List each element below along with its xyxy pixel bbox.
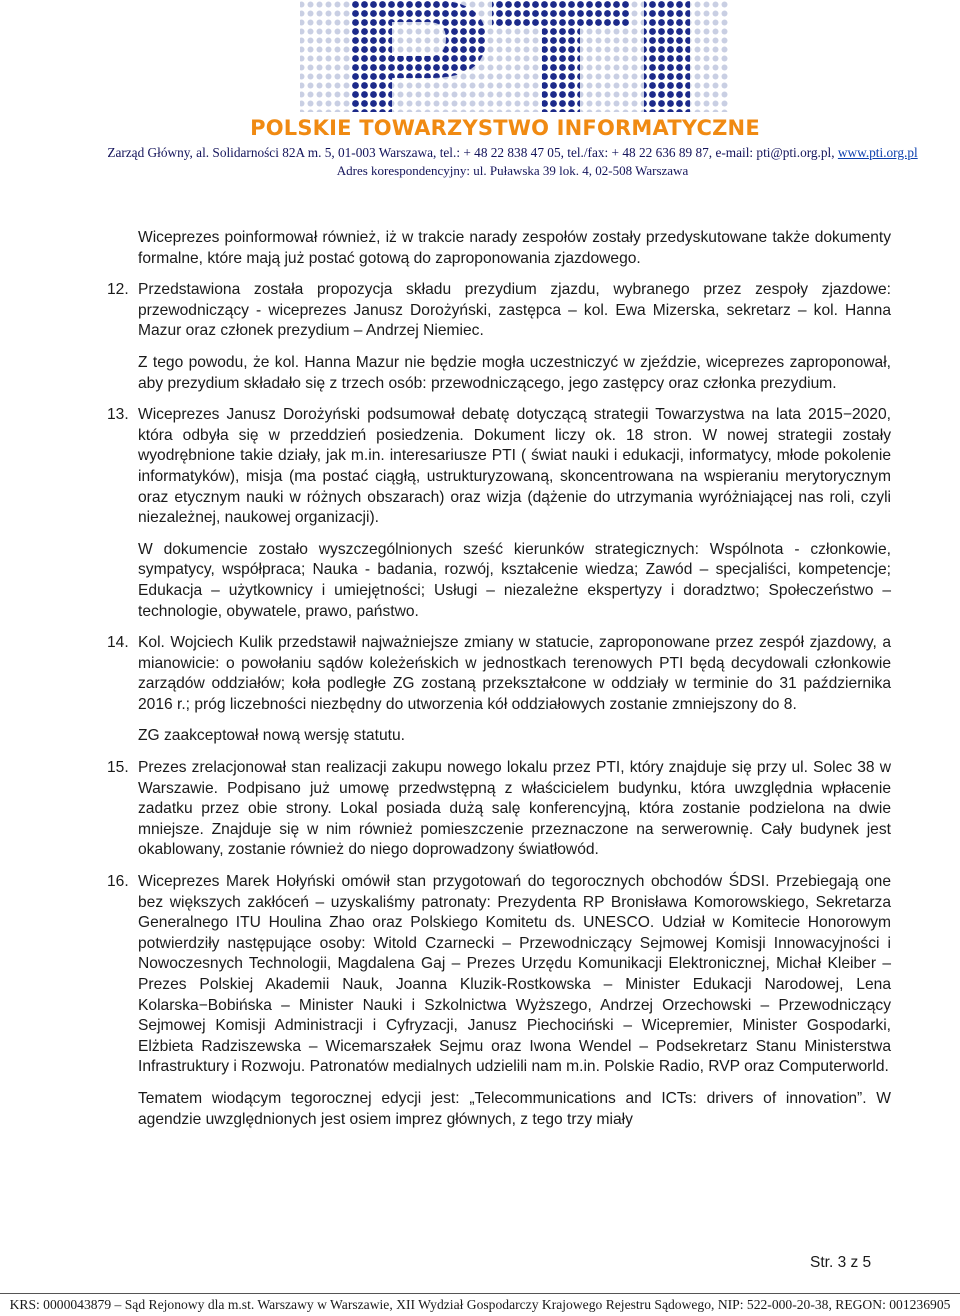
item-paragraph: Przedstawiona została propozycja składu prezydium zjazdu, wybranego przez zespoły zjazdowe: przewodniczący - wiceprezes Janusz Dorożyński, zastępca – kol. Ewa Mizerska, sekretarz – kol. Hanna Mazur oraz członek prezydium – Andrzej Niemiec. [138, 281, 891, 340]
letterhead [0, 0, 960, 185]
website-link[interactable]: www.pti.org.pl [837, 145, 918, 160]
item-number: 14. [107, 634, 129, 652]
item-number: 13. [107, 406, 129, 424]
item-paragraph: W dokumencie zostało wyszczególnionych sześć kierunków strategicznych: Wspólnota - członkowie, sympatycy, współpraca; Nauka - badania, rozwój, kształcenie wiedza; Zawód – specjaliści, kompetencje; Edukacja – użytkownicy i umiejętności; Usługi – niezależne ekspertyzy i doradztwo; Społeczeństwo – technologie, obywatele, prawo, państwo. [138, 540, 891, 620]
footer-divider [0, 1293, 960, 1294]
item-paragraph: Kol. Wojciech Kulik przedstawił najważniejsze zmiany w statucie, zaproponowane przez zespół zjazdowy, a mianowicie: o powołaniu sądów koleżeńskich w jednostkach terenowych PTI będą decydowali członkowie zarządów oddziałów; koła podległe ZG zostaną przekształcone w oddziały w terminie do 31 października 2016 r.; próg liczebności niezbędny do utworzenia kół oddziałowych zostanie zmniejszony do 8. [138, 634, 891, 713]
page-number: Str. 3 z 5 [810, 1254, 872, 1271]
item-paragraph: Wiceprezes Marek Hołyński omówił stan przygotowań do tegorocznych obchodów ŚDSI. Przebiegają one bez większych zakłóceń – uzyskaliśmy patronaty: Prezydenta RP Bronisława Komorowskiego, Sekretarza Generalnego ITU Houlina Zhao oraz Polskiego Komitetu ds. UNESCO. Udział w Komitecie Honorowym potwierdziły następujące osoby: Witold Czarnecki – Przewodniczący Sejmowej Komisji Innowacyjności i Nowoczesnych Technologii, Magdalena Gaj – Prezes Urzędu Komunikacji Elektronicznej, Michał Kleiber – Prezes Polskiej Akademii Nauk, Joanna Kluzik-Rostkowska – Minister Edukacji Narodowej, Lena Kolarska−Bobińska – Minister Nauki i Szkolnictwa Wyższego, Andrzej Orzechowski – Przewodniczący Sejmowej Komisji Administracji i Cyfryzacji, Janusz Piechociński – Wicepremier, Minister Gospodarki, Elżbieta Radziszewska – Wicemarszałek Sejmu oraz Iwona Wendel – Podsekretarz Stanu Ministerstwa Infrastruktury i Rozwoju. Patronatów medialnych udzielili nam m.in. Polskie Radio, RVP oraz Computerworld. [138, 873, 891, 1076]
address-line-1 [0, 145, 960, 161]
org-name: POLSKIE TOWARZYSTWO INFORMATYCZNE [250, 116, 760, 140]
item-number: 12. [107, 281, 129, 299]
intro-paragraph: Wiceprezes poinformował również, iż w trakcie narady zespołów zostały przedyskutowane także dokumenty formalne, które mają już postać gotową do zaproponowania zjazdowego. [138, 229, 891, 267]
item-number: 16. [107, 873, 129, 891]
item-paragraph: ZG zaakceptował nową wersję statutu. [138, 727, 405, 745]
item-paragraph: Z tego powodu, że kol. Hanna Mazur nie będzie mogła uczestniczyć w zjeździe, wiceprezes zaproponował, aby prezydium składało się z trzech osób: przewodniczącego, jego zastępcy oraz członka prezydium. [138, 353, 891, 392]
address-text: Zarząd Główny, al. Solidarności 82A m. 5, 01-003 Warszawa, tel.: + 48 22 838 47 05, tel./fax: + 48 22 636 89 87, e-mail: pti@pti.org.pl, [107, 145, 838, 160]
document-body [107, 228, 891, 1130]
address-line-2: Adres korespondencyjny: ul. Puławska 39 lok. 4, 02-508 Warszawa [336, 163, 689, 178]
list-item-14 [107, 633, 891, 747]
item-paragraph: Tematem wiodącym tegorocznej edycji jest: „Telecommunications and ICTs: drivers of innovation”. W agendzie uwzględnionych jest osiem imprez głównych, z tego trzy miały [138, 1089, 891, 1128]
pti-logo-icon [0, 0, 960, 118]
item-paragraph: Prezes zrelacjonował stan realizacji zakupu nowego lokalu przez PTI, który znajduje się przy ul. Solec 38 w Warszawie. Podpisano już umowę przedwstępną z właścicielem budynku, która uwzględnia wpłacenie zadatku przez obie strony. Lokal posiada dużą salę konferencyjną, która zostanie podzielona na dwie mniejsze. Znajduje się w nim również pomieszczenie przeznaczone na serwerownię. Cały budynek jest okablowany, zostanie również do niego doprowadzony światłowód. [138, 759, 891, 859]
list-item-13 [107, 405, 891, 622]
list-item-16 [107, 872, 891, 1130]
list-item-15 [107, 758, 891, 861]
footer-registry: KRS: 0000043879 – Sąd Rejonowy dla m.st. Warszawy w Warszawie, XII Wydział Gospodarczy Krajowego Rejestru Sądowego, NIP: 522-000-20-38, REGON: 001236905 [9, 1297, 951, 1312]
list-item-12 [107, 280, 891, 394]
item-paragraph: Wiceprezes Janusz Dorożyński podsumował debatę dotyczącą strategii Towarzystwa na lata 2015−2020, która odbyła się w przeddzień posiedzenia. Dokument liczy ok. 18 stron. W nowej strategii zostały wyodrębnione takie działy, jak m.in. interesariusze PTI ( świat nauki i edukacji, informatycy, młode pokolenie informatyków), misja (ma postać ciągłą, ustrukturyzowaną, skoncentrowana na wspieraniu merytorycznym oraz etycznym nauki w różnych obszarach) oraz wizja (dążenie do utrzymania wyróżniającej nas roli, czyli niezależnej, naukowej organizacji). [138, 406, 891, 527]
item-number: 15. [107, 759, 129, 777]
